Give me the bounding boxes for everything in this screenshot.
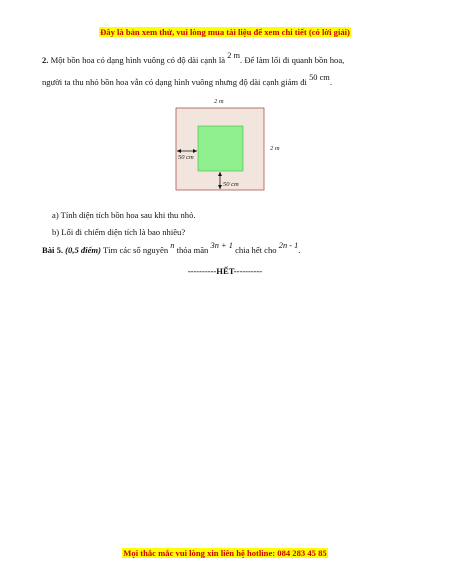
preview-notice-text: Đây là bản xem thử, vui lòng mua tài liệu để xem chi tiết (có lời giải) [100,27,350,37]
flowerbed-diagram [0,96,450,196]
hotline-banner [0,548,450,558]
left-gap-label: 50 cm [178,154,194,161]
problem-5-text-d: . [298,245,301,255]
variable-n: n [170,241,175,250]
side-length-value: 2 m [227,51,241,60]
problem-5-text-b: thỏa mãn [174,245,211,255]
problem-5-title: Bài 5. [42,245,64,255]
problem-2-number: 2. [42,55,49,65]
expression-2n-minus-1: 2n - 1 [278,241,299,250]
question-b: b) Lối đi chiếm diện tích là bao nhiêu? [52,227,186,237]
problem-2-text [42,51,414,67]
problem-5-text [42,241,414,257]
problem-2-text-a: Một bồn hoa có dạng hình vuông có độ dài cạnh là [48,55,228,65]
problem-2-text-b: . Để làm lối đi quanh bồn hoa, [240,55,345,65]
problem-5-points: (0,5 điểm) [65,245,101,255]
right-side-label: 2 m [270,145,280,152]
bottom-gap-label: 50 cm [223,181,239,188]
top-side-label: 2 m [214,98,224,105]
hotline-text: Mọi thắc mắc vui lòng xin liên hệ hotline: 084 283 45 85 [123,548,327,558]
problem-5-text-a: Tìm các số nguyên [100,245,171,255]
expression-3n-plus-1: 3n + 1 [210,241,233,250]
end-marker: ----------HẾT---------- [187,266,263,276]
problem-5-text-c: chia hết cho [232,245,279,255]
inner-square [198,126,243,171]
problem-2-text-line2 [42,73,414,89]
reduce-value: 50 cm [309,73,330,82]
problem-2-text-c: người ta thu nhỏ bồn hoa vẫn có dạng hình vuông nhưng độ dài cạnh giảm đi [42,77,310,87]
question-a: a) Tính diện tích bồn hoa sau khi thu nhỏ. [52,210,196,220]
preview-notice-banner [0,27,450,37]
problem-2-text-d: . [329,77,332,87]
